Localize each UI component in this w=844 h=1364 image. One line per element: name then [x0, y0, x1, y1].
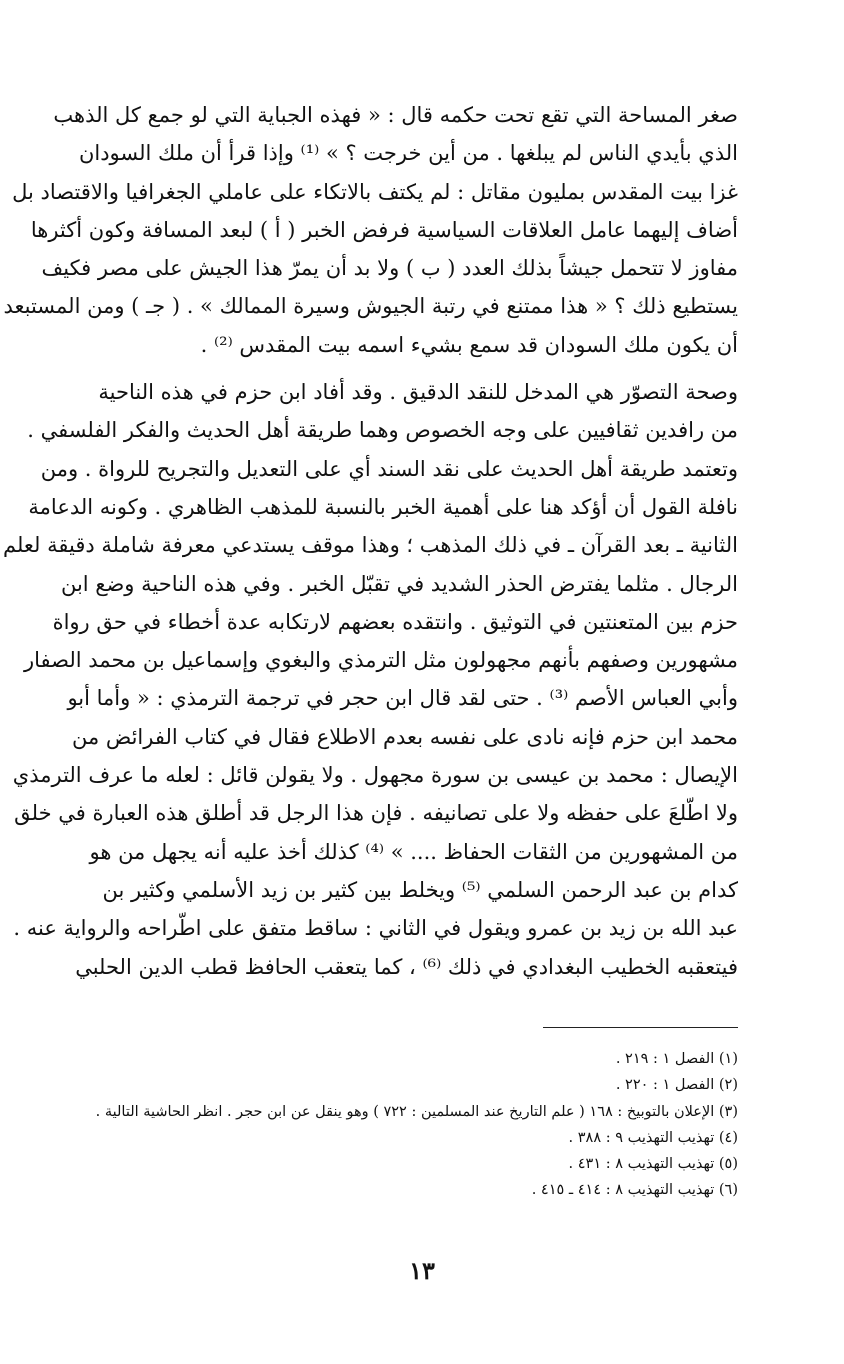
text-line: الذي بأيدي الناس لم يبلغها . من أين خرجت ؟ » ⁽¹⁾ وإذا قرأ أن ملك السودان: [78, 141, 738, 166]
page-number: ١٣: [409, 1256, 435, 1285]
text-line: وصحة التصوّر هي المدخل للنقد الدقيق . وقد أفاد ابن حزم في هذه الناحية: [98, 380, 738, 405]
text-line: حزم بين المتعنتين في التوثيق . وانتقده بعضهم لارتكابه عدة أخطاء في حق رواة: [52, 609, 738, 634]
text-line: عبد الله بن زيد بن عمرو ويقول في الثاني : ساقط متفق على اطّراحه والرواية عنه .: [13, 916, 738, 941]
footnote-2: (٢) الفصل ١ : ٢٢٠ .: [615, 1077, 738, 1094]
text-line: وأبي العباس الأصم ⁽³⁾ . حتى لقد قال ابن حجر في ترجمة الترمذي : « وأما أبو: [67, 686, 738, 711]
text-line: ولا اطّلعَ على حفظه ولا على تصانيفه . فإن هذا الرجل قد أطلق هذه العبارة في خلق: [14, 801, 738, 826]
footnote-5: (٥) تهذيب التهذيب ٨ : ٤٣١ .: [568, 1156, 738, 1173]
text-line: من المشهورين من الثقات الحفاظ .... » ⁽⁴⁾ كذلك أخذ عليه أنه يجهل من هو: [89, 839, 738, 864]
footnote-1: (١) الفصل ١ : ٢١٩ .: [615, 1051, 738, 1067]
text-line: نافلة القول أن أؤكد هنا على أهمية الخبر بالنسبة للمذهب الظاهري . وكونه الدعامة: [28, 494, 738, 519]
text-line: فيتعقبه الخطيب البغدادي في ذلك ⁽⁶⁾ ، كما يتعقب الحافظ قطب الدين الحلبي: [75, 954, 738, 979]
footnote-3: (٣) الإعلان بالتوبيخ : ١٦٨ ( علم التاريخ عند المسلمين : ٧٢٢ ) وهو ينقل عن ابن حجر . انظر الحاشية التالية .: [95, 1103, 738, 1120]
text-line: الإيصال : محمد بن عيسى بن سورة مجهول . ولا يقولن قائل : لعله ما عرف الترمذي: [12, 763, 738, 788]
paragraph-1: [3, 96, 738, 364]
footnote-4: (٤) تهذيب التهذيب ٩ : ٣٨٨ .: [568, 1129, 738, 1146]
footnote-6: (٦) تهذيب التهذيب ٨ : ٤١٤ ـ ٤١٥ .: [531, 1182, 738, 1199]
text-line: مفاوز لا تتحمل جيشاً بذلك العدد ( ب ) ولا بد أن يمرّ هذا الجيش على مصر فكيف: [41, 256, 738, 281]
text-line: كدام بن عبد الرحمن السلمي ⁽⁵⁾ ويخلط بين كثير بن زيد الأسلمي وكثير بن: [102, 877, 738, 902]
body-text: [3, 96, 738, 986]
paragraph-2: [3, 373, 738, 986]
text-line: وتعتمد طريقة أهل الحديث على نقد السند أي على التعديل والتجريح للرواة . ومن: [40, 456, 738, 481]
text-line: أضاف إليهما عامل العلاقات السياسية فرفض الخبر ( أ ) لبعد المسافة وكون أكثرها: [30, 217, 738, 242]
text-line: الثانية ـ بعد القرآن ـ في ذلك المذهب ؛ وهذا موقف يستدعي معرفة شاملة دقيقة لعلم: [3, 533, 738, 558]
text-line: صغر المساحة التي تقع تحت حكمه قال : « فهذه الجباية التي لو جمع كل الذهب: [53, 103, 738, 127]
footnotes: [95, 1046, 738, 1204]
text-line: من رافدين ثقافيين على وجه الخصوص وهما طريقة أهل الحديث والفكر الفلسفي .: [27, 418, 738, 443]
text-line: غزا بيت المقدس بمليون مقاتل : لم يكتف بالاتكاء على عاملي الجغرافيا والاقتصاد بل: [12, 179, 738, 204]
text-line: الرجال . مثلما يفترض الحذر الشديد في تقبّل الخبر . وفي هذه الناحية وضع ابن: [60, 571, 738, 596]
text-line: يستطيع ذلك ؟ « هذا ممتنع في رتبة الجيوش وسيرة الممالك » . ( جـ ) ومن المستبعد: [3, 294, 738, 319]
text-line: محمد ابن حزم فإنه نادى على نفسه بعدم الاطلاع فقال في كتاب الفرائض من: [71, 724, 738, 749]
footnote-divider: [543, 1027, 738, 1028]
text-line: أن يكون ملك السودان قد سمع بشيء اسمه بيت المقدس ⁽²⁾ .: [200, 332, 738, 357]
text-line: مشهورين وصفهم بأنهم مجهولون مثل الترمذي والبغوي وإسماعيل بن محمد الصفار: [24, 648, 738, 673]
